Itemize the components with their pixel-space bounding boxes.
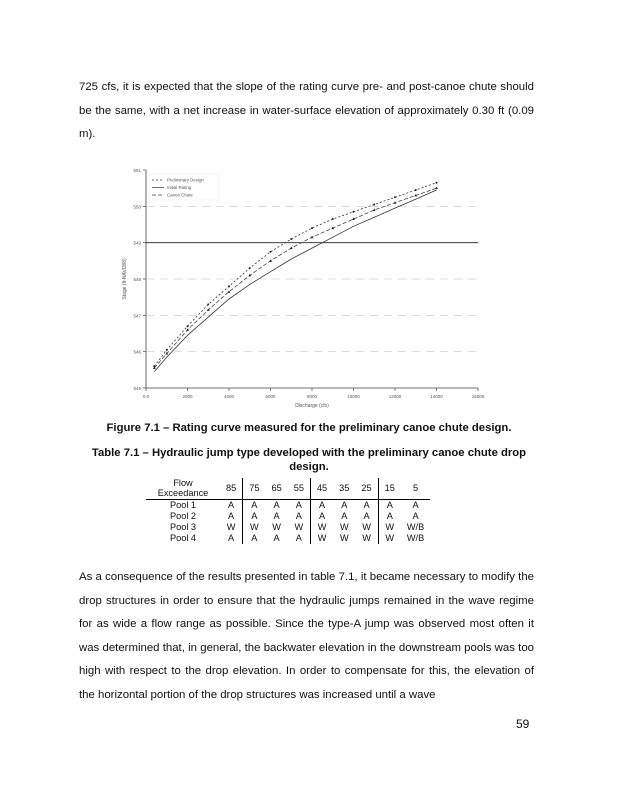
table-cell: W <box>362 533 371 543</box>
y-tick-label: 551 <box>133 168 141 173</box>
series-line-2 <box>154 188 436 368</box>
y-tick-label: 548 <box>133 277 141 282</box>
rating-curve-chart <box>118 160 498 412</box>
table-cell: A <box>243 511 266 522</box>
row-label: Pool 1 <box>169 500 197 510</box>
table-row <box>146 500 430 512</box>
series-point <box>353 211 355 213</box>
x-tick-label: 14000 <box>430 394 443 399</box>
table-cell: A <box>295 500 302 510</box>
table-cell: A <box>295 511 302 521</box>
series-point <box>290 238 292 240</box>
table-cell: W <box>243 522 266 533</box>
table-cell: W <box>362 522 371 532</box>
x-tick-label: 0.0 <box>142 394 150 399</box>
column-header-55: 55 <box>288 478 311 500</box>
x-tick-label: 12000 <box>388 394 402 399</box>
table-row <box>146 522 430 533</box>
table-cell: A <box>243 533 266 544</box>
table-cell: A <box>341 511 348 521</box>
flow-exceedance-header: Flow Exceedance <box>146 478 220 500</box>
table-cell: A <box>310 511 333 522</box>
legend-label: Preliminary Design <box>167 177 204 183</box>
table-row <box>146 533 430 544</box>
table-cell: A <box>363 511 370 521</box>
column-header-65: 65 <box>265 478 287 500</box>
discussion-paragraph: As a consequence of the results presented in table 7.1, it became necessary to modify the drop structures in order to ensure that the hydraulic jumps remained in the wave regime for as wide a flow range as possible. Since the type-A jump was observed most often it was determined that, in general, the backwater elevation in the downstream pools was too high with respect to the drop elevation. In order to compensate for this, the elevation of the horizontal portion of the drop structures was increased until a wave <box>79 571 534 701</box>
table-header-row <box>146 478 430 500</box>
y-tick-label: 546 <box>133 349 141 355</box>
series-line-1 <box>154 190 436 372</box>
table-cell: A <box>378 500 401 512</box>
table-cell: A <box>273 533 280 543</box>
table-cell: A <box>295 533 302 543</box>
column-header-45: 45 <box>310 478 333 500</box>
table-cell: W <box>378 522 401 533</box>
table-cell: A <box>228 533 235 543</box>
table-row <box>146 511 430 522</box>
table-cell: A <box>243 500 266 512</box>
x-tick-label: 6000 <box>265 394 276 399</box>
y-tick-label: 550 <box>133 204 141 210</box>
table-cell: A <box>228 500 235 510</box>
table-cell: W <box>310 533 333 544</box>
y-tick-label: 545 <box>133 386 141 391</box>
table-cell: W <box>339 522 349 532</box>
x-tick-label: 4000 <box>223 394 235 399</box>
column-header-5: 5 <box>401 478 430 500</box>
legend-label: Canoe Chute <box>167 192 193 198</box>
page-number: 59 <box>516 717 530 731</box>
table-cell: A <box>412 511 419 521</box>
table-cell: W/B <box>406 533 425 543</box>
column-header-35: 35 <box>333 478 355 500</box>
table-cell: A <box>412 500 419 510</box>
table-cell: W <box>378 533 401 544</box>
series-point <box>373 204 375 206</box>
series-point <box>228 285 230 287</box>
series-point <box>332 218 334 220</box>
series-point <box>186 328 189 331</box>
table-cell: W <box>339 533 349 543</box>
series-point <box>207 303 209 305</box>
x-tick-label: 16000 <box>471 394 485 399</box>
series-point <box>311 227 313 229</box>
series-point <box>394 196 396 198</box>
x-tick-label: 10000 <box>347 394 360 399</box>
table-cell: A <box>228 511 235 521</box>
series-point <box>166 349 168 351</box>
table-body <box>146 500 430 545</box>
table-cell: W <box>294 522 304 532</box>
y-axis-label: Stage (ft-NAVD88) <box>122 258 128 300</box>
y-tick-label: 549 <box>133 240 141 246</box>
hydraulic-jump-table <box>146 478 430 544</box>
series-line-0 <box>154 183 436 367</box>
table-cell: W/B <box>406 522 425 532</box>
series-point <box>270 251 272 253</box>
table-cell: A <box>378 511 401 522</box>
x-tick-label: 2000 <box>182 394 193 399</box>
intro-paragraph: 725 cfs, it is expected that the slope of the rating curve pre- and post-canoe chute should be the same, with a net increase in water-surface elevation of approximately 0.30 ft (0.09 m). <box>79 81 534 140</box>
series-point <box>249 267 251 269</box>
x-axis-label: Discharge (cfs) <box>295 403 329 409</box>
series-point <box>373 208 376 211</box>
table-cell: A <box>273 511 280 521</box>
legend-label: Initial Rating <box>167 185 192 191</box>
table-cell: A <box>273 500 280 510</box>
column-header-25: 25 <box>355 478 378 500</box>
x-tick-label: 8000 <box>306 394 318 399</box>
column-header-75: 75 <box>243 478 266 500</box>
column-header-85: 85 <box>220 478 243 500</box>
row-label: Pool 3 <box>169 522 197 532</box>
table-caption: Table 7.1 – Hydraulic jump type developed with the preliminary canoe chute drop design. <box>91 447 527 473</box>
table-cell: W <box>226 522 236 532</box>
column-header-15: 15 <box>378 478 401 500</box>
series-point <box>435 187 438 190</box>
table-cell: W <box>272 522 281 532</box>
table-cell: A <box>310 500 333 512</box>
row-label: Pool 4 <box>169 533 197 543</box>
table-cell: W <box>310 522 333 533</box>
series-point <box>187 325 189 327</box>
table-cell: A <box>341 500 348 510</box>
series-point <box>415 189 417 191</box>
table-cell: A <box>363 500 370 510</box>
row-label: Pool 2 <box>169 511 197 521</box>
series-point <box>290 247 293 250</box>
y-tick-label: 547 <box>133 313 141 319</box>
figure-caption: Figure 7.1 – Rating curve measured for the preliminary canoe chute design. <box>106 422 512 434</box>
series-point <box>436 182 438 184</box>
